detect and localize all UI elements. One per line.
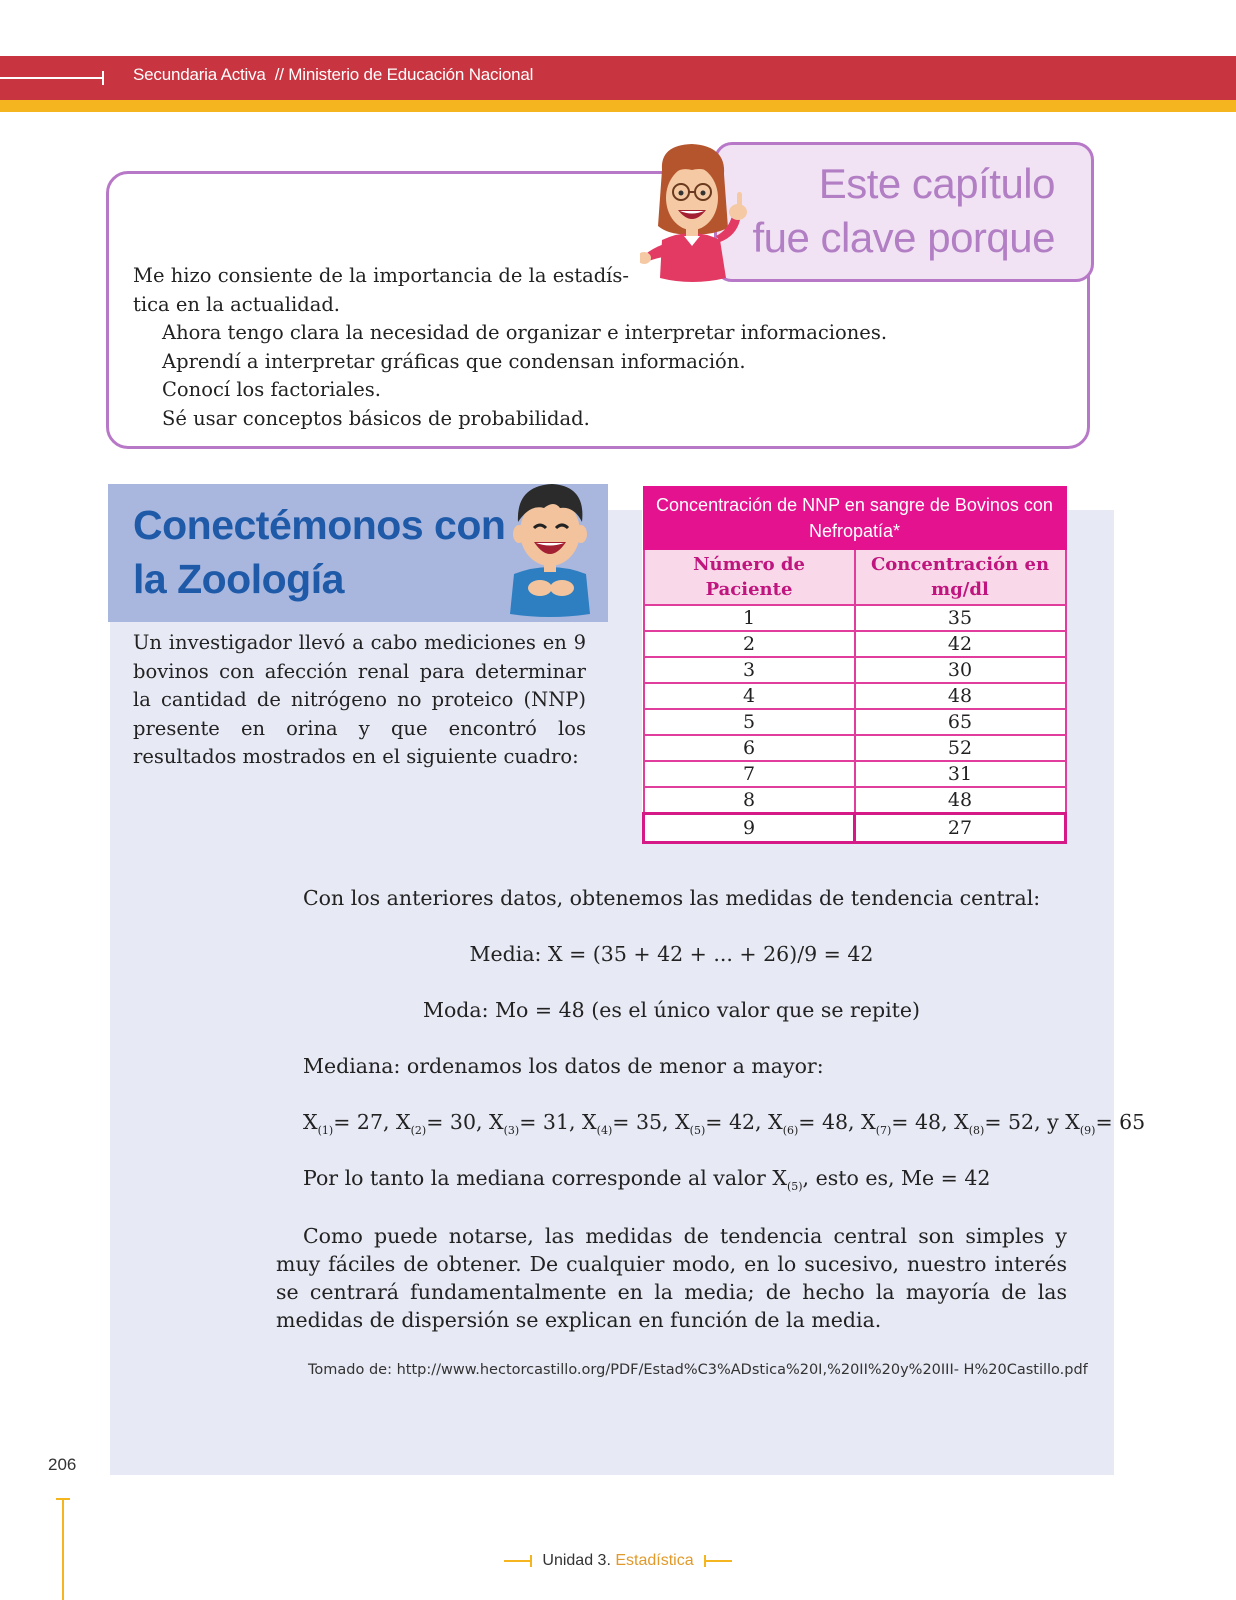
footer-bar-right — [704, 1560, 732, 1562]
footer-left-rule — [62, 1498, 64, 1600]
median-result-pre: Por lo tanto la mediana corresponde al valor X — [303, 1166, 787, 1190]
page-number: 206 — [48, 1455, 77, 1474]
table-cell-concentration: 42 — [855, 631, 1066, 657]
table-header-patient: Número de Paciente — [644, 549, 855, 605]
order-value: = 42, — [705, 1110, 769, 1134]
table-row — [644, 657, 1066, 683]
footer-bar-left — [504, 1560, 532, 1562]
table-row — [644, 787, 1066, 814]
analysis-intro: Con los anteriores datos, obtenemos las medidas de tendencia central: — [303, 886, 1041, 910]
table-cell-concentration: 27 — [855, 814, 1066, 843]
table-cell-concentration: 65 — [855, 709, 1066, 735]
chapter-item: Aprendí a interpretar gráficas que condensan información. — [162, 349, 746, 373]
order-index: (3) — [503, 1124, 520, 1137]
chapter-summary-tab — [714, 142, 1094, 282]
chapter-summary-text — [133, 262, 1033, 433]
chapter-intro-line1: Me hizo consiente de la importancia de la estadís- — [133, 264, 630, 287]
zoology-description: Un investigador llevó a cabo mediciones en 9 bovinos con afección renal para determinar la cantidad de nitrógeno no proteico (NNP) presente en orina y que encontró los resultados mostrados en el siguiente cuadro: — [133, 631, 586, 768]
table-cell-concentration: 35 — [855, 605, 1066, 631]
header-title: Secundaria Activa // Ministerio de Educación Nacional — [133, 65, 534, 84]
table-cell-patient: 5 — [644, 709, 855, 735]
table-row — [644, 761, 1066, 787]
median-intro: Mediana: ordenamos los datos de menor a mayor: — [303, 1054, 824, 1078]
order-value: = 31, — [519, 1110, 583, 1134]
chapter-title-line2: fue clave porque — [752, 214, 1055, 261]
order-index: (4) — [596, 1124, 613, 1137]
median-result — [303, 1164, 990, 1201]
table-row — [644, 631, 1066, 657]
header-rule-tick — [102, 71, 104, 85]
table-cell-patient: 4 — [644, 683, 855, 709]
table-caption: Concentración de NNP en sangre de Bovinos con Nefropatía* — [644, 487, 1066, 549]
median-result-post: , esto es, Me = 42 — [802, 1166, 991, 1190]
table-row — [644, 814, 1066, 843]
table-cell-patient: 9 — [644, 814, 855, 843]
chapter-summary-title — [752, 157, 1055, 265]
table-cell-patient: 3 — [644, 657, 855, 683]
zoology-title-line2: la Zoología — [133, 556, 344, 602]
table-cell-concentration: 48 — [855, 787, 1066, 814]
table-cell-concentration: 30 — [855, 657, 1066, 683]
order-value: = 35, — [612, 1110, 676, 1134]
order-index: (7) — [875, 1124, 892, 1137]
order-value: = 48, — [798, 1110, 862, 1134]
table-cell-concentration: 31 — [855, 761, 1066, 787]
order-value: = 65 — [1095, 1110, 1146, 1134]
table-row — [644, 709, 1066, 735]
chapter-item: Ahora tengo clara la necesidad de organizar e interpretar informaciones. — [162, 321, 888, 344]
chapter-title-line1: Este capítulo — [818, 160, 1055, 207]
order-value: = 27, — [333, 1110, 397, 1134]
order-value: = 52, y — [984, 1110, 1066, 1134]
order-index: (2) — [410, 1124, 427, 1137]
mean-formula: Media: X = (35 + 42 + ... + 26)/9 = 42 — [469, 942, 874, 966]
order-value: = 30, — [426, 1110, 490, 1134]
chapter-item: Conocí los factoriales. — [162, 378, 382, 401]
table-cell-patient: 8 — [644, 787, 855, 814]
footer-subject: Estadística — [615, 1552, 694, 1569]
table-cell-patient: 1 — [644, 605, 855, 631]
table-header-concentration: Concentración en mg/dl — [855, 549, 1066, 605]
nnp-concentration-table — [642, 486, 1067, 844]
chapter-item: Sé usar conceptos básicos de probabilidad. — [162, 406, 590, 430]
footer-unit: Unidad 3. — [542, 1552, 611, 1569]
table-row — [644, 605, 1066, 631]
header-rule — [0, 77, 104, 79]
table-cell-patient: 2 — [644, 631, 855, 657]
zoology-title — [133, 498, 505, 606]
table-cell-patient: 7 — [644, 761, 855, 787]
mode-formula: Moda: Mo = 48 (es el único valor que se repite) — [422, 998, 921, 1022]
order-index: (8) — [968, 1124, 985, 1137]
order-index: (9) — [1079, 1124, 1096, 1137]
order-index: (1) — [317, 1124, 334, 1137]
order-value: = 48, — [891, 1110, 955, 1134]
table-cell-patient: 6 — [644, 735, 855, 761]
order-index: (6) — [782, 1124, 799, 1137]
footer-unit-label — [0, 1552, 1236, 1570]
table-row — [644, 735, 1066, 761]
header-accent-stripe — [0, 100, 1236, 112]
median-index: (5) — [786, 1180, 803, 1193]
table-row — [644, 683, 1066, 709]
source-citation: Tomado de: http://www.hectorcastillo.org/PDF/Estad%C3%ADstica%20I,%20II%20y%20III- H%20Castillo.pdf — [308, 1362, 1088, 1378]
analysis-conclusion: Como puede notarse, las medidas de tendencia central son simples y muy fáciles de obtener. De cualquier modo, en lo sucesivo, nuestro interés se centrará fundamentalmente en la media; de hecho la mayoría de las medidas de dispersión se explican en función de la media. — [276, 1224, 1067, 1332]
chapter-intro-line2: tica en la actualidad. — [133, 292, 341, 316]
boy-character-illustration — [504, 478, 596, 618]
table-cell-concentration: 52 — [855, 735, 1066, 761]
order-index: (5) — [689, 1124, 706, 1137]
zoology-title-line1: Conectémonos con — [133, 502, 506, 548]
ordered-data-list: $X_{(1)}= 27$, $X_{(2)}= 30$, $X_{(3)}= 31$, $X_{(4)}= 35$, $X_{(5)}= 42$, $X_{(6)}= 48$, $X_{(7)}= 48$, $X_{(8)}= 52$, y $X_{(9)}= 65$ — [303, 1110, 1146, 1137]
footer-left-rule-tick — [56, 1498, 70, 1500]
table-cell-concentration: 48 — [855, 683, 1066, 709]
